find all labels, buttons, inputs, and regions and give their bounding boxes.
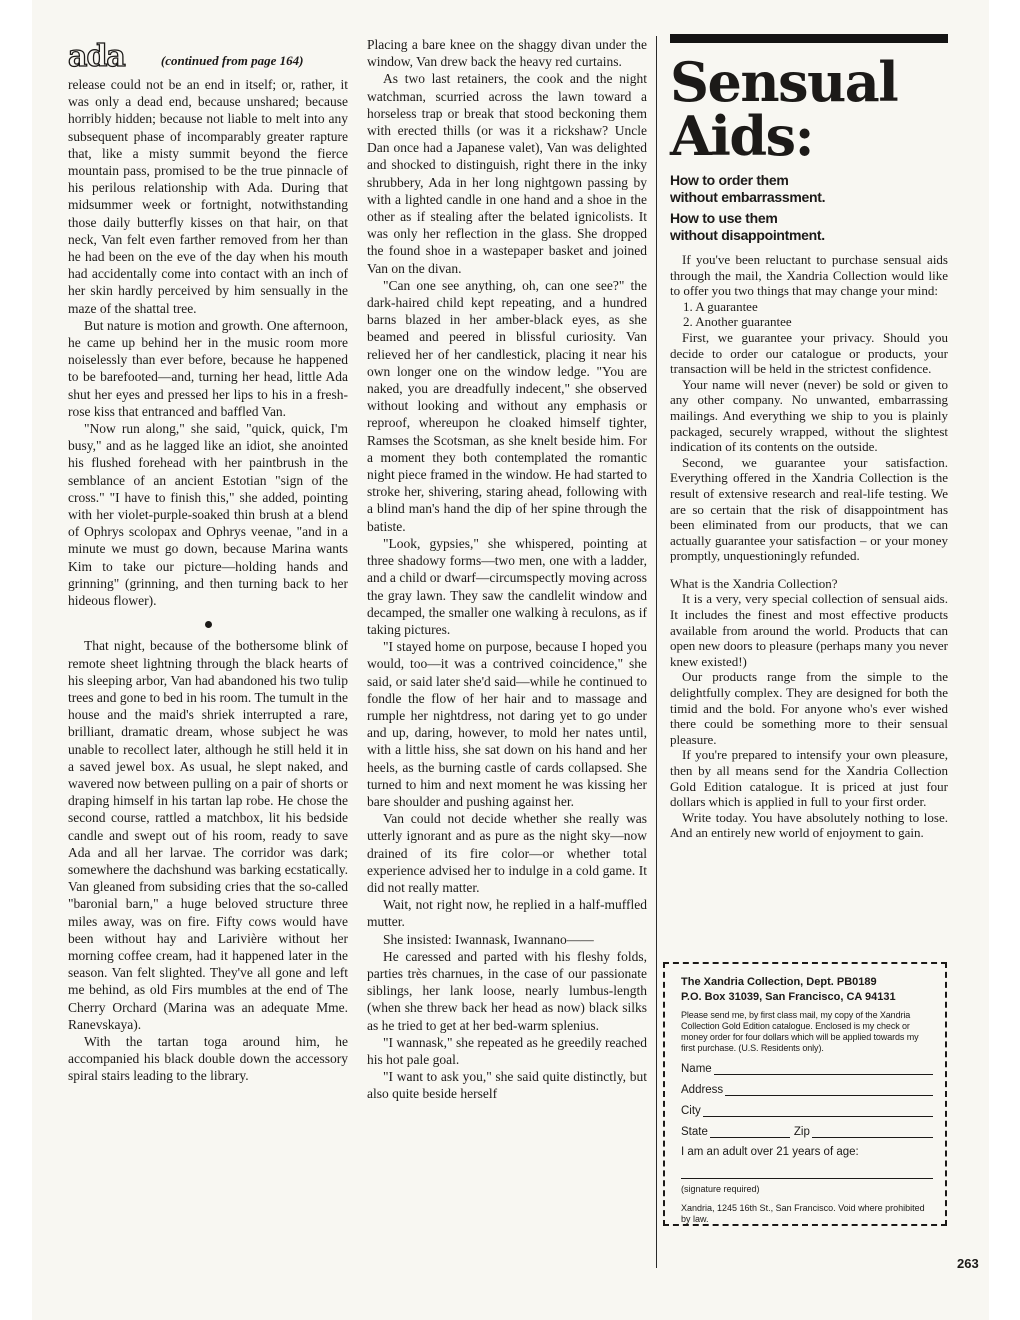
article-paragraph: "I wannask," she repeated as he greedily reached his hot pale goal. [367, 1034, 647, 1067]
ad-subheading-line: How to order them [670, 172, 789, 188]
ad-paragraph: Your name will never (never) be sold or given to any other company. No unwanted, embarrassing mailings. And everything we ship to you is plainly packaged, securely wrapped, without the slightest indication of its contents on the outside. [670, 376, 948, 455]
ad-list-item: 2. Another guarantee [683, 314, 792, 330]
ad-headline-line: Sensual [670, 50, 898, 114]
order-coupon[interactable] [663, 962, 947, 1226]
ad-subheading [670, 172, 948, 206]
column-divider [656, 36, 657, 1268]
zip-line[interactable] [812, 1126, 933, 1138]
article-paragraph: "I stayed home on purpose, because I hoped you would, too—it was a contrived coincidence," she said, or said later she'd said—while he continued to fondle the flow of her hair and to massage and rumple her nightdress, not daring yet to go under and up, daring, however, to mold her nates until, with a little hiss, she sat down on his hand and her heels, as the burning castle of cards collapsed. She turned to him and next moment he was kissing her bare shoulder and pushing against her. [367, 639, 647, 809]
ad-headline [670, 50, 948, 168]
ad-paragraph: Second, we guarantee your satisfaction. Everything offered in the Xandria Collection is the result of extensive research and real-life testing. We are so certain that the risk of disappointment has been eliminated from our products, that we can actually guarantee your satisfaction – or your money promptly, unquestioningly refunded. [670, 454, 948, 564]
signature-field[interactable] [681, 1178, 933, 1194]
ad-subheading-line: without embarrassment. [670, 189, 826, 205]
ad-list-item: 1. A guarantee [683, 298, 758, 314]
ad-subheading-line: without disappointment. [670, 227, 825, 243]
article-column-2 [367, 36, 647, 1103]
ad-paragraph: If you've been reluctant to purchase sensual aids through the mail, the Xandria Collection would like to offer you two things that may change your mind: [670, 252, 948, 299]
page-number: 263 [957, 1256, 979, 1271]
article-paragraph: With the tartan toga around him, he accompanied his black double down the accessory spiral stairs leading to the library. [68, 1033, 348, 1084]
ad-paragraph: Our products range from the simple to the delightfully complex. They are designed for both the timid and the bold. For anyone who's ever wished there could be something more to their sensual pleasure. [670, 669, 948, 747]
state-zip-field[interactable] [681, 1124, 933, 1138]
ad-subheading [670, 210, 948, 244]
signature-label: (signature required) [681, 1184, 760, 1194]
ad-subheading-line: How to use them [670, 210, 778, 226]
continued-note: (continued from page 164) [160, 53, 304, 68]
article-paragraph: That night, because of the bothersome blink of remote sheet lightning through the black hearts of his sleeping arbor, Van had abandoned his two tulip trees and gone to bed in his room. The tumult in the house and the maid's shriek interrupted a rare, brilliant, dramatic dream, whose subject he was unable to recollect later, although he still held it in a saved jewel box. As usual, he slept naked, and wavered now between pulling on a pair of shorts or draping himself in his tartan lap robe. He chose the second course, rattled a matchbox, lit his bedside candle and swept out of his room, ready to save Ada and all her larvae. The corridor was dark; somewhere the dachshund was barking ecstatically. Van gleaned from subsiding cries that the so-called "baronial barn," a huge beloved structure three miles away, was on fire. Fifty cows would have been without hay and Larivière without her morning coffee cream, had it happened later in the season. Van felt slighted. They've all gone and left me behind, as old Firs mumbles at the end of The Cherry Orchard (Marina was an adequate Mme. Ranevskaya). [68, 638, 348, 1032]
age-statement: I am an adult over 21 years of age: [681, 1146, 859, 1158]
article-paragraph: Wait, not right now, he replied in a half-muffled mutter. [367, 897, 647, 930]
ad-paragraph: Write today. You have absolutely nothing to lose. And an entirely new world of enjoyment to gain. [670, 809, 948, 841]
article-column-1 [68, 36, 348, 1085]
city-field[interactable] [681, 1103, 933, 1117]
article-paragraph: She insisted: Iwannask, Iwannano—— [383, 931, 594, 947]
address-field[interactable] [681, 1082, 933, 1096]
zip-label: Zip [793, 1126, 810, 1138]
ad-paragraph: First, we guarantee your privacy. Should you decide to order our catalogue or products, your transaction will be held in the strictest confidence. [670, 329, 948, 377]
coupon-request-text: Please send me, by first class mail, my copy of the Xandria Collection Gold Edition catalogue. Enclosed is my check or money order for four dollars which will be applied towards my first purchase. (U.S. Residents only). [681, 1010, 919, 1053]
article-header [68, 36, 348, 72]
city-label: City [681, 1105, 701, 1117]
coupon-company: The Xandria Collection, Dept. PB0189 [681, 976, 877, 988]
article-paragraph: He caressed and parted with his fleshy folds, parties très charnues, in the case of our passionate siblings, her lank loose, nearly lumbus-length (when she threw back her head as now) black silks as he tried to get at her bed-warm splenius. [367, 948, 647, 1033]
state-line[interactable] [710, 1126, 790, 1138]
ad-paragraph: It is a very, very special collection of sensual aids. It includes the finest and most effective products available from around the world. Products that can open new doors to pleasure (perhaps many you never knew existed!) [670, 591, 948, 669]
address-line[interactable] [725, 1084, 933, 1096]
name-label: Name [681, 1063, 712, 1075]
state-label: State [681, 1126, 708, 1138]
ad-guarantee-list [670, 299, 948, 330]
ada-logo: ada [68, 39, 125, 74]
article-paragraph: Van could not decide whether she really was utterly ignorant and as pure as the night sky—now drained of its fire color—or whether total experience advised her to indulge in a cold game. It did not really matter. [367, 811, 647, 895]
ad-paragraph: If you're prepared to intensify your own pleasure, then by all means send for the Xandria Collection Gold Edition catalogue. It is priced at just four dollars which is applied in full to your first order. [670, 747, 948, 810]
ad-question: What is the Xandria Collection? [670, 575, 838, 591]
article-paragraph: But nature is motion and growth. One afternoon, he came up behind her in the music room more noiselessly than ever before, because he happened to be barefooted—and, turning her head, little Ada shut her eyes and pressed her lips to his in a fresh-rose kiss that entranced and baffled Van. [68, 317, 348, 419]
ad-headline-line: Aids: [670, 104, 814, 168]
article-paragraph: "Now run along," she said, "quick, quick, I'm busy," and as he lagged like an idiot, she anointed his flushed forehead with her paintbrush in the semblance of an ancient Estotian "sign of the cross." "I have to finish this," she added, pointing with her violet-purple-soaked thin brush at a blend of Ophrys scolopax and Ophrys veenae, "and in a minute we must go down, because Marina wants Kim to take our picture—holding hands and grinning" (grinning, and then turning back to her hideous flower). [68, 421, 348, 609]
article-paragraph: Placing a bare knee on the shaggy divan under the window, Van drew back the heavy red curtains. [367, 37, 647, 70]
article-paragraph: "Look, gypsies," she whispered, pointing at three shadowy forms—two men, one with a ladder, and a child or dwarf—circumspectly moving across the gray lawn. They saw the candlelit window and decamped, the smaller one walking à reculons, as if taking pictures. [367, 535, 647, 637]
coupon-address: P.O. Box 31039, San Francisco, CA 94131 [681, 991, 896, 1003]
advertisement [670, 34, 948, 841]
article-paragraph: release could not be an end in itself; or, rather, it was only a dead end, because unshared; because horribly hidden; because not liable to melt into any subsequent phase of incomparably greater rapture that, like a misty summit beyond the fierce mountain pass, promised to be the true pinnacle of his perilous relationship with Ada. During that midsummer week or fortnight, notwithstanding those daily butterfly kisses on that hair, on that neck, Van felt even farther removed from her than he had been on the eve of the day when his mouth had accidentally come into contact with an inch of her skin hardly perceived by him sensually in the maze of the shattal tree. [68, 77, 348, 316]
ad-top-bar [670, 34, 948, 43]
article-paragraph: "I want to ask you," she said quite distinctly, but also quite beside herself [367, 1069, 647, 1102]
name-line[interactable] [714, 1063, 933, 1075]
address-label: Address [681, 1084, 724, 1096]
article-paragraph: "Can one see anything, oh, can one see?" the dark-haired child kept repeating, and a hundred barns blazed in her amber-black eyes, as she beamed and peered in blissful curiosity. Van relieved her of her candlestick, placing it near his own longer one on the window ledge. "You are naked, you are dreadfully indecent," she observed without looking and without any emphasis or reproof, whereupon he cloaked himself tighter, Ramses the Scotsman, as she knelt beside him. For a moment they both contemplated the romantic night piece framed in the window. He had started to stroke her, shivering, staring ahead, following with a blind man's hand the dip of her spine through the batiste. [367, 277, 647, 534]
city-line[interactable] [703, 1105, 933, 1117]
ad-body [670, 252, 948, 841]
name-field[interactable] [681, 1061, 933, 1075]
article-paragraph: As two last retainers, the cook and the night watchman, scurried across the lawn toward a horseless trap or break that stood beckoning them with erected thills (or was it a rickshaw? Uncle Dan once had a Japanese valet), Van was delighted and shocked to distinguish, right there in the inky shrubbery, Ada in her long nightgown passing by with a lighted candle in one hand and a shoe in the other as if stealing after the belated ignicolists. It was only her reflection in the glass. She dropped the found shoe in a wastepaper basket and joined Van on the divan. [367, 71, 647, 276]
coupon-void-note: Xandria, 1245 16th St., San Francisco. Void where prohibited by law. [681, 1203, 925, 1224]
section-break-bullet [205, 621, 212, 628]
